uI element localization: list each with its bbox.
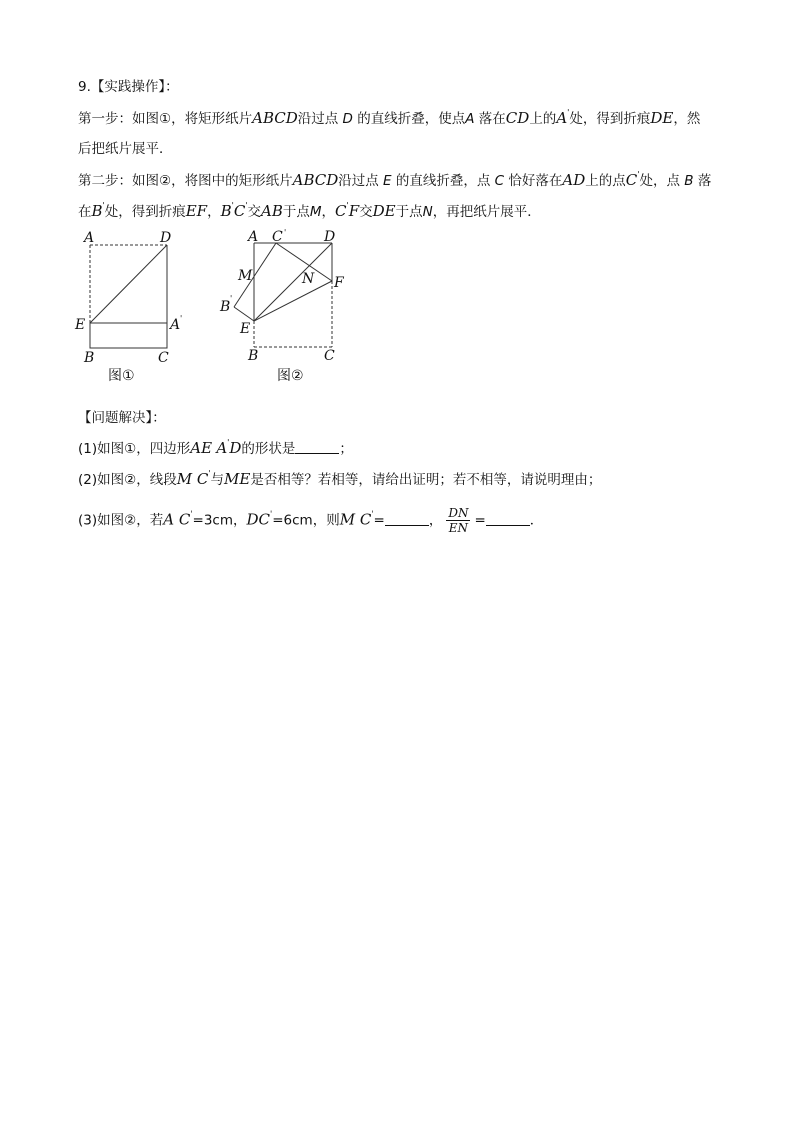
label-N: N bbox=[302, 271, 315, 287]
prime-mark: ' bbox=[245, 201, 248, 210]
step2-text: 在 bbox=[78, 204, 92, 220]
label-D: D bbox=[324, 229, 336, 245]
prime-mark: ' bbox=[208, 469, 211, 478]
answer-blank bbox=[295, 441, 339, 454]
step1-text: ，然 bbox=[673, 111, 701, 127]
step2-line2 bbox=[78, 201, 541, 222]
q3-text: = bbox=[373, 512, 385, 529]
prime-mark: ' bbox=[637, 170, 640, 179]
prime-mark: ' bbox=[567, 108, 570, 117]
prime-mark: ' bbox=[270, 509, 273, 519]
fraction-denominator: EN bbox=[448, 521, 469, 535]
figure-2 bbox=[210, 225, 360, 385]
prime-mark: ' bbox=[227, 438, 230, 447]
question-1 bbox=[78, 438, 353, 459]
step2-text: 第二步：如图②，将图中的矩形纸片 bbox=[78, 173, 293, 189]
step1-text: 处，得到折痕 bbox=[569, 111, 651, 127]
math-A-prime: A bbox=[216, 439, 228, 457]
step2-text: 上的点 bbox=[585, 173, 626, 189]
q3-value: =3 bbox=[192, 512, 213, 529]
questions-header-text: 【问题解决】： bbox=[78, 410, 166, 426]
q1-text: 的形状是 bbox=[241, 441, 296, 457]
label-C: C bbox=[324, 348, 335, 364]
q2-text: (2)如图②，线段 bbox=[78, 472, 177, 488]
label-B: B bbox=[84, 350, 95, 366]
prime-mark: ' bbox=[102, 201, 105, 210]
q2-text: 与 bbox=[210, 472, 225, 488]
label-M: M bbox=[238, 268, 253, 284]
label-A: A bbox=[84, 230, 95, 246]
q3-text: = bbox=[474, 512, 486, 529]
step1-text: 第一步：如图①，将矩形纸片 bbox=[78, 111, 253, 127]
math-CD: CD bbox=[505, 109, 530, 127]
math-C: C bbox=[494, 173, 505, 189]
step1-text: 沿过点 bbox=[297, 111, 339, 127]
prime-mark: ' bbox=[231, 201, 234, 210]
step2-text: 于点 bbox=[282, 204, 310, 220]
math-AC-prime: A C bbox=[163, 510, 191, 529]
step2-text: 落 bbox=[697, 173, 712, 189]
step2-text: ， bbox=[207, 204, 221, 220]
step1-line2 bbox=[78, 139, 173, 159]
math-DC-prime: DC bbox=[246, 510, 271, 529]
step2-text: 沿过点 bbox=[338, 173, 379, 189]
math-DE: DE bbox=[650, 109, 674, 127]
step2-text: 处，得到折痕 bbox=[104, 204, 186, 220]
step2-line1 bbox=[78, 170, 711, 191]
figure-1 bbox=[70, 225, 210, 385]
q2-text: 是否相等？若相等，请给出证明；若不相等，请说明理由； bbox=[250, 472, 602, 488]
answer-blank bbox=[486, 513, 530, 526]
q1-text: ； bbox=[339, 441, 353, 457]
math-MC-prime: M C bbox=[339, 510, 372, 529]
math-M: M bbox=[309, 204, 322, 220]
math-B: B bbox=[684, 173, 694, 189]
edge-Bprime-E bbox=[234, 307, 254, 321]
label-C-prime: C bbox=[272, 229, 283, 245]
math-N: N bbox=[422, 204, 433, 220]
label-B-prime-mark: ' bbox=[230, 294, 233, 303]
math-C: C bbox=[335, 202, 347, 220]
math-AB: AB bbox=[261, 202, 283, 220]
q3-text: ， bbox=[233, 512, 247, 529]
math-F: F bbox=[348, 202, 360, 220]
question-3 bbox=[78, 506, 543, 535]
step1-text: 的直线折叠，使点 bbox=[357, 111, 466, 127]
prime-mark: ' bbox=[346, 201, 349, 210]
math-AD: AD bbox=[562, 171, 586, 189]
q3-unit: cm bbox=[292, 512, 313, 529]
math-E: E bbox=[383, 173, 392, 189]
step2-text: 于点 bbox=[395, 204, 423, 220]
label-A-prime-mark: ' bbox=[180, 314, 183, 323]
step1-text: 落在 bbox=[478, 111, 506, 127]
q3-text: ，则 bbox=[312, 512, 340, 529]
math-ABCD: ABCD bbox=[252, 109, 298, 127]
math-A-prime: A bbox=[556, 109, 568, 127]
q3-text: ． bbox=[529, 512, 544, 529]
math-B-prime: B bbox=[91, 202, 103, 220]
math-DE: DE bbox=[372, 202, 396, 220]
question-2 bbox=[78, 469, 601, 490]
step2-text: 恰好落在 bbox=[508, 173, 563, 189]
step2-text: 交 bbox=[247, 204, 262, 220]
label-E: E bbox=[240, 321, 251, 337]
math-B: B bbox=[220, 202, 232, 220]
label-F: F bbox=[334, 275, 344, 291]
step2-text: 的直线折叠，点 bbox=[395, 173, 491, 189]
label-C-prime-mark: ' bbox=[284, 228, 287, 237]
prime-mark: ' bbox=[371, 509, 374, 519]
math-C: C bbox=[233, 202, 246, 220]
step2-text: ， bbox=[321, 204, 336, 220]
math-ME: ME bbox=[224, 470, 251, 488]
step2-text: 交 bbox=[359, 204, 373, 220]
label-B-prime: B bbox=[220, 299, 231, 315]
step1-text: 上的 bbox=[529, 111, 557, 127]
label-A-prime: A bbox=[170, 317, 181, 333]
step1-text: 后把纸片展平． bbox=[78, 141, 173, 157]
label-D: D bbox=[160, 230, 172, 246]
math-MC-prime: M C bbox=[176, 470, 209, 488]
fraction-numerator: DN bbox=[448, 506, 469, 520]
figure-1-caption: 图① bbox=[108, 368, 135, 384]
problem-title bbox=[78, 77, 179, 97]
q3-text: (3)如图②，若 bbox=[78, 512, 164, 529]
answer-blank bbox=[385, 513, 429, 526]
prime-mark: ' bbox=[190, 509, 193, 519]
label-E: E bbox=[75, 317, 86, 333]
fraction-DN-EN bbox=[446, 506, 470, 535]
crease-DE bbox=[90, 245, 167, 323]
q3-unit: cm bbox=[212, 512, 233, 529]
q3-value: =6 bbox=[272, 512, 293, 529]
math-ABCD: ABCD bbox=[292, 171, 339, 189]
math-AE: AE bbox=[190, 439, 213, 457]
step2-text: 处，点 bbox=[639, 173, 680, 189]
math-D: D bbox=[229, 439, 242, 457]
problem-title-text: 9.【实践操作】： bbox=[78, 79, 179, 95]
rect-EBCA bbox=[90, 323, 167, 348]
q1-text: (1)如图①，四边形 bbox=[78, 441, 191, 457]
questions-header bbox=[78, 408, 166, 428]
step1-line1 bbox=[78, 108, 700, 129]
label-B: B bbox=[248, 348, 259, 364]
q3-text: ， bbox=[428, 512, 443, 529]
crease-EF bbox=[254, 281, 332, 321]
label-A: A bbox=[248, 229, 259, 245]
math-EF: EF bbox=[185, 202, 208, 220]
label-C: C bbox=[158, 350, 169, 366]
step2-text: ，再把纸片展平． bbox=[432, 204, 541, 220]
math-D: D bbox=[342, 111, 353, 127]
math-C-prime: C bbox=[625, 171, 638, 189]
figure-2-caption: 图② bbox=[277, 368, 304, 384]
math-A: A bbox=[465, 111, 475, 127]
